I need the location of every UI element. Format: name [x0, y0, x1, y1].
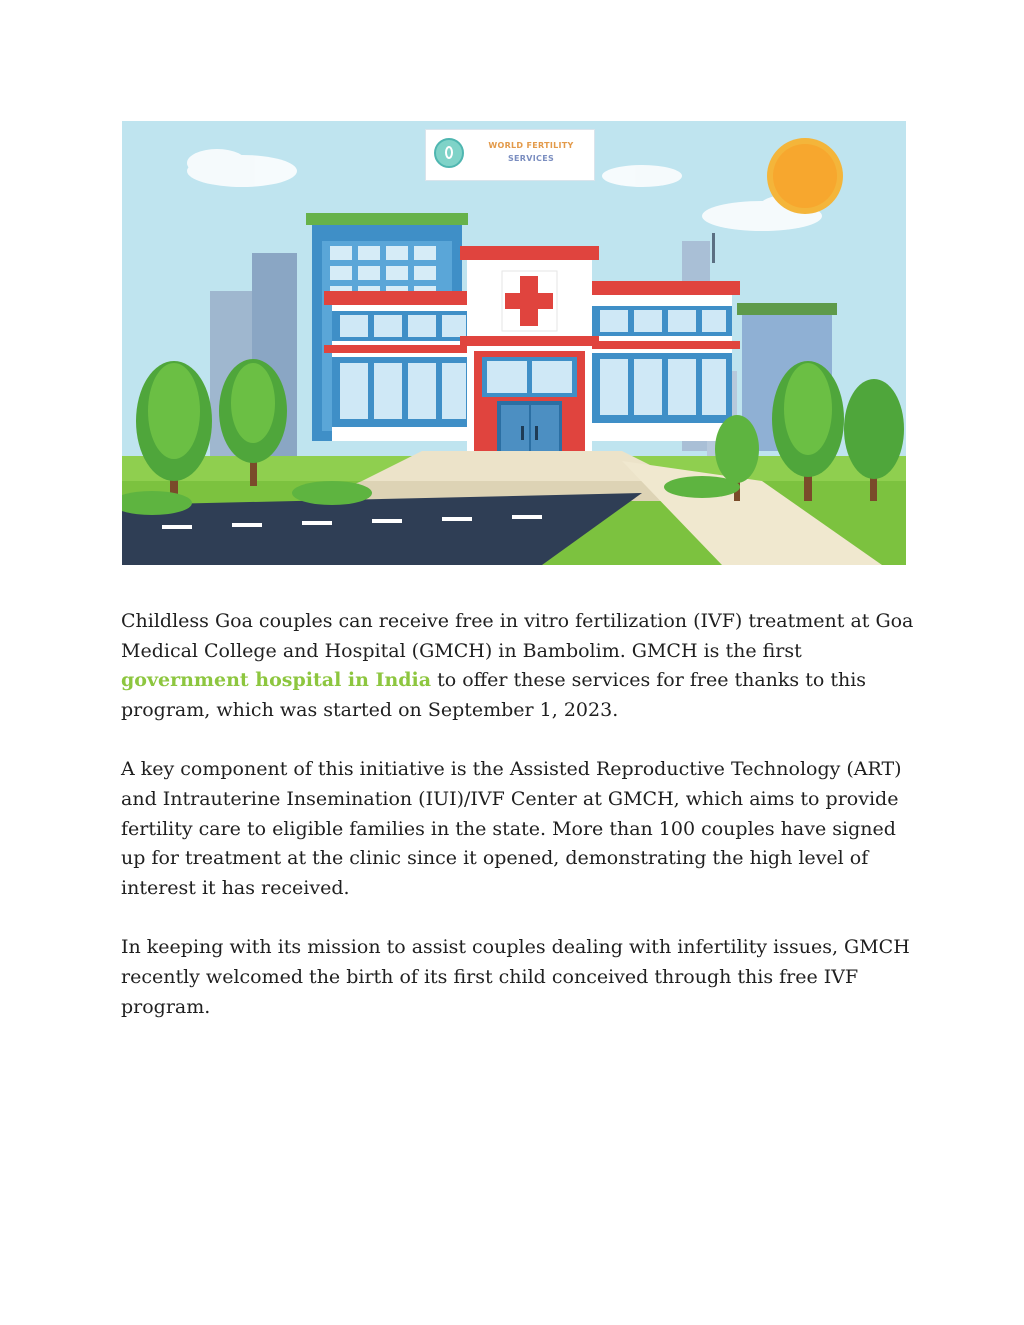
fertility-logo-icon	[434, 138, 464, 168]
government-hospital-link[interactable]: government hospital in India	[121, 669, 432, 692]
paragraph-2: A key component of this initiative is the Assisted Reproductive Technology (ART) and Intrauterine Insemination (IUI)/IVF Center at GMCH, which aims to provide fertility care to eligible families in the state. More than 100 couples have signed up for treatment at the clinic since it opened, demonstrating the high level of interest it has received.	[121, 758, 902, 899]
paragraph-1	[121, 607, 921, 725]
hospital-central-block	[460, 246, 599, 466]
hospital-left-wing	[324, 291, 480, 441]
hospital-scene-svg	[122, 121, 906, 565]
paragraph-1-text-before: Childless Goa couples can receive free in vitro fertilization (IVF) treatment at Goa Medical College and Hospital (GMCH) in Bambolim. GMCH is the first	[121, 610, 914, 662]
hospital-right-wing	[584, 281, 740, 441]
antenna	[712, 233, 715, 263]
paragraph-1-text-after: to offer these services for free thanks to this program, which was started on September 1, 2023.	[121, 669, 867, 721]
paragraph-3: In keeping with its mission to assist couples dealing with infertility issues, GMCH recently welcomed the birth of its first child conceived through this free IVF program.	[121, 936, 910, 1018]
logo-line-2: SERVICES	[507, 154, 555, 163]
world-fertility-logo	[425, 129, 595, 181]
article-body	[121, 607, 921, 1052]
sun-core	[773, 144, 837, 208]
hospital-illustration	[122, 121, 906, 565]
logo-line-1: WORLD FERTILITY	[488, 141, 574, 150]
logo-text	[472, 139, 590, 165]
